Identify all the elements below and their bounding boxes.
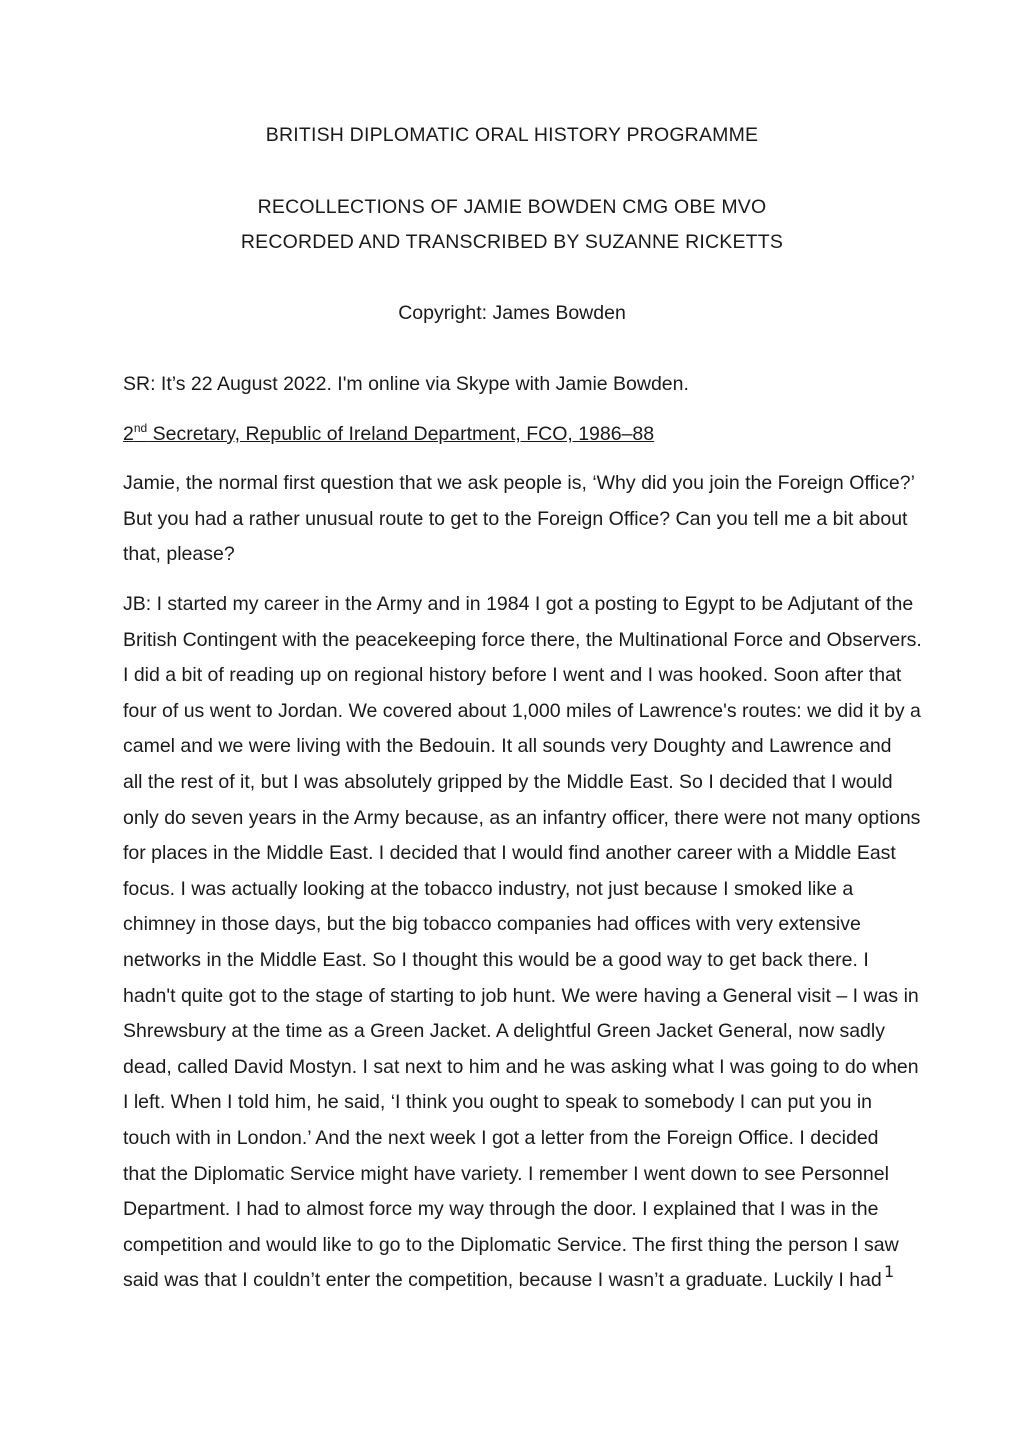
programme-heading: BRITISH DIPLOMATIC ORAL HISTORY PROGRAMME bbox=[265, 124, 759, 146]
answer-line: touch with in London.’ And the next week I got a letter from the Foreign Office. I decided bbox=[123, 1126, 879, 1149]
answer-line: only do seven years in the Army because, as an infantry officer, there were not many options bbox=[123, 806, 921, 829]
section-ordinal-suffix: nd bbox=[133, 421, 148, 435]
page-number: 1 bbox=[884, 1262, 895, 1281]
recorded-by-heading: RECORDED AND TRANSCRIBED BY SUZANNE RICKETTS bbox=[240, 231, 784, 253]
answer-line: that the Diplomatic Service might have variety. I remember I went down to see Personnel bbox=[123, 1162, 889, 1185]
intro-line: SR: It’s 22 August 2022. I'm online via Skype with Jamie Bowden. bbox=[123, 373, 689, 395]
answer-paragraph bbox=[123, 587, 922, 1299]
section-title bbox=[123, 423, 654, 446]
answer-line: for places in the Middle East. I decided that I would find another career with a Middle East bbox=[123, 842, 896, 865]
answer-line: networks in the Middle East. So I thought this would be a good way to get back there. I bbox=[123, 948, 869, 971]
answer-line: competition and would like to go to the Diplomatic Service. The first thing the person I saw bbox=[123, 1233, 899, 1256]
answer-line: I left. When I told him, he said, ‘I think you ought to speak to somebody I can put you in bbox=[123, 1091, 873, 1114]
answer-line: British Contingent with the peacekeeping force there, the Multinational Force and Observers. bbox=[123, 628, 922, 651]
answer-line: JB: I started my career in the Army and in 1984 I got a posting to Egypt to be Adjutant of the bbox=[123, 593, 914, 615]
recollections-heading: RECOLLECTIONS OF JAMIE BOWDEN CMG OBE MVO bbox=[257, 196, 767, 218]
question-line: that, please? bbox=[123, 543, 235, 566]
answer-line: Department. I had to almost force my way through the door. I explained that I was in the bbox=[123, 1198, 879, 1221]
answer-line: hadn't quite got to the stage of starting to job hunt. We were having a General visit – I was in bbox=[123, 984, 919, 1007]
section-title-text: Secretary, Republic of Ireland Department, FCO, 1986–88 bbox=[147, 423, 655, 445]
question-line: But you had a rather unusual route to get to the Foreign Office? Can you tell me a bit about bbox=[123, 507, 908, 530]
answer-line: all the rest of it, but I was absolutely gripped by the Middle East. So I decided that I would bbox=[123, 770, 893, 793]
copyright-line: Copyright: James Bowden bbox=[398, 302, 626, 324]
section-ordinal: 2 bbox=[123, 423, 134, 445]
question-line: Jamie, the normal first question that we ask people is, ‘Why did you join the Foreign Office?’ bbox=[123, 472, 915, 494]
answer-line: said was that I couldn’t enter the competition, because I wasn’t a graduate. Luckily I had bbox=[123, 1269, 882, 1292]
question-paragraph bbox=[123, 466, 913, 573]
answer-line: Shrewsbury at the time as a Green Jacket. A delightful Green Jacket General, now sadly bbox=[123, 1020, 885, 1043]
answer-line: four of us went to Jordan. We covered about 1,000 miles of Lawrence's routes: we did it by a bbox=[123, 699, 921, 722]
answer-line: focus. I was actually looking at the tobacco industry, not just because I smoked like a bbox=[123, 877, 854, 900]
answer-line: I did a bit of reading up on regional history before I went and I was hooked. Soon after that bbox=[123, 664, 902, 687]
answer-line: camel and we were living with the Bedouin. It all sounds very Doughty and Lawrence and bbox=[123, 735, 892, 758]
answer-line: dead, called David Mostyn. I sat next to him and he was asking what I was going to do when bbox=[123, 1055, 919, 1078]
answer-line: chimney in those days, but the big tobacco companies had offices with very extensive bbox=[123, 913, 861, 936]
